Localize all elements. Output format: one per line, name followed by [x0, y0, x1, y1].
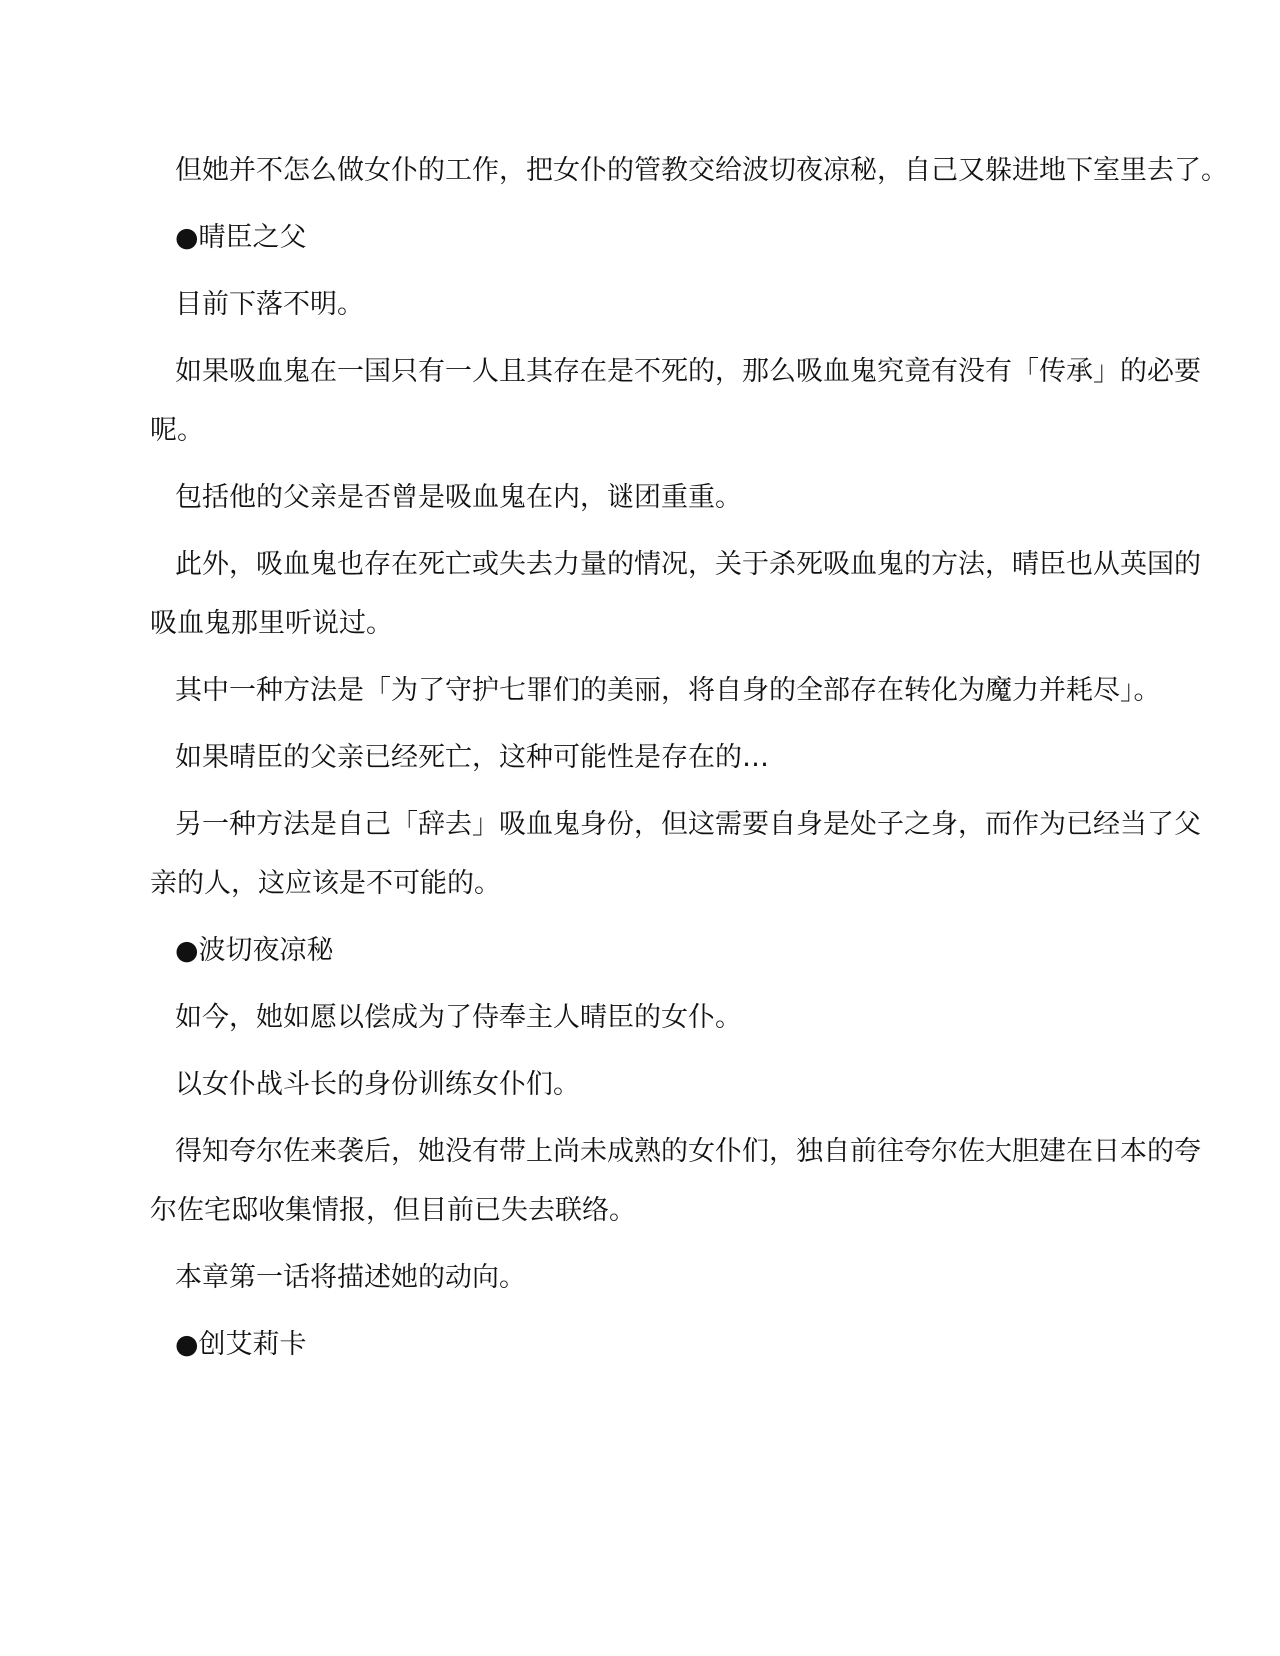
document-page [150, 141, 1228, 1382]
text-line: 呢。 [150, 415, 204, 446]
text-line: 尔佐宅邸收集情报，但目前已失去联络。 [150, 1195, 636, 1226]
paragraph [150, 342, 1201, 460]
paragraph [150, 275, 1160, 334]
text-line: 目前下落不明。 [175, 289, 364, 320]
paragraph [150, 208, 1160, 267]
paragraph [150, 795, 1201, 913]
text-line: 如果晴臣的父亲已经死亡，这种可能性是存在的… [175, 742, 769, 773]
text-line: 此外，吸血鬼也存在死亡或失去力量的情况，关于杀死吸血鬼的方法，晴臣也从英国的 [175, 549, 1201, 580]
paragraph [150, 1248, 1160, 1307]
paragraph [150, 1122, 1201, 1240]
text-line: 本章第一话将描述她的动向。 [175, 1262, 526, 1293]
paragraph [150, 1055, 1160, 1114]
paragraph [150, 535, 1201, 653]
text-line: ●晴臣之父 [175, 222, 307, 253]
text-line: ●创艾莉卡 [175, 1329, 307, 1360]
text-line: 其中一种方法是「为了守护七罪们的美丽，将自身的全部存在转化为魔力并耗尽」。 [175, 675, 1161, 706]
paragraph [150, 661, 1160, 720]
paragraph [150, 728, 1160, 787]
paragraph [150, 1315, 1160, 1374]
text-line: 如今，她如愿以偿成为了侍奉主人晴臣的女仆。 [175, 1002, 742, 1033]
text-line: 亲的人，这应该是不可能的。 [150, 868, 501, 899]
text-line: 吸血鬼那里听说过。 [150, 608, 393, 639]
text-line: 另一种方法是自己「辞去」吸血鬼身份，但这需要自身是处子之身，而作为已经当了父 [175, 809, 1201, 840]
text-line: 包括他的父亲是否曾是吸血鬼在内，谜团重重。 [175, 482, 742, 513]
text-line: ●波切夜凉秘 [175, 935, 334, 966]
paragraph [150, 141, 1228, 200]
paragraph [150, 921, 1160, 980]
text-line: 但她并不怎么做女仆的工作，把女仆的管教交给波切夜凉秘，自己又躲进地下室里去了。 [175, 155, 1228, 186]
paragraph [150, 988, 1160, 1047]
text-line: 如果吸血鬼在一国只有一人且其存在是不死的，那么吸血鬼究竟有没有「传承」的必要 [175, 356, 1201, 387]
text-line: 以女仆战斗长的身份训练女仆们。 [175, 1069, 580, 1100]
paragraph [150, 468, 1160, 527]
text-line: 得知夸尔佐来袭后，她没有带上尚未成熟的女仆们，独自前往夸尔佐大胆建在日本的夸 [175, 1136, 1201, 1167]
